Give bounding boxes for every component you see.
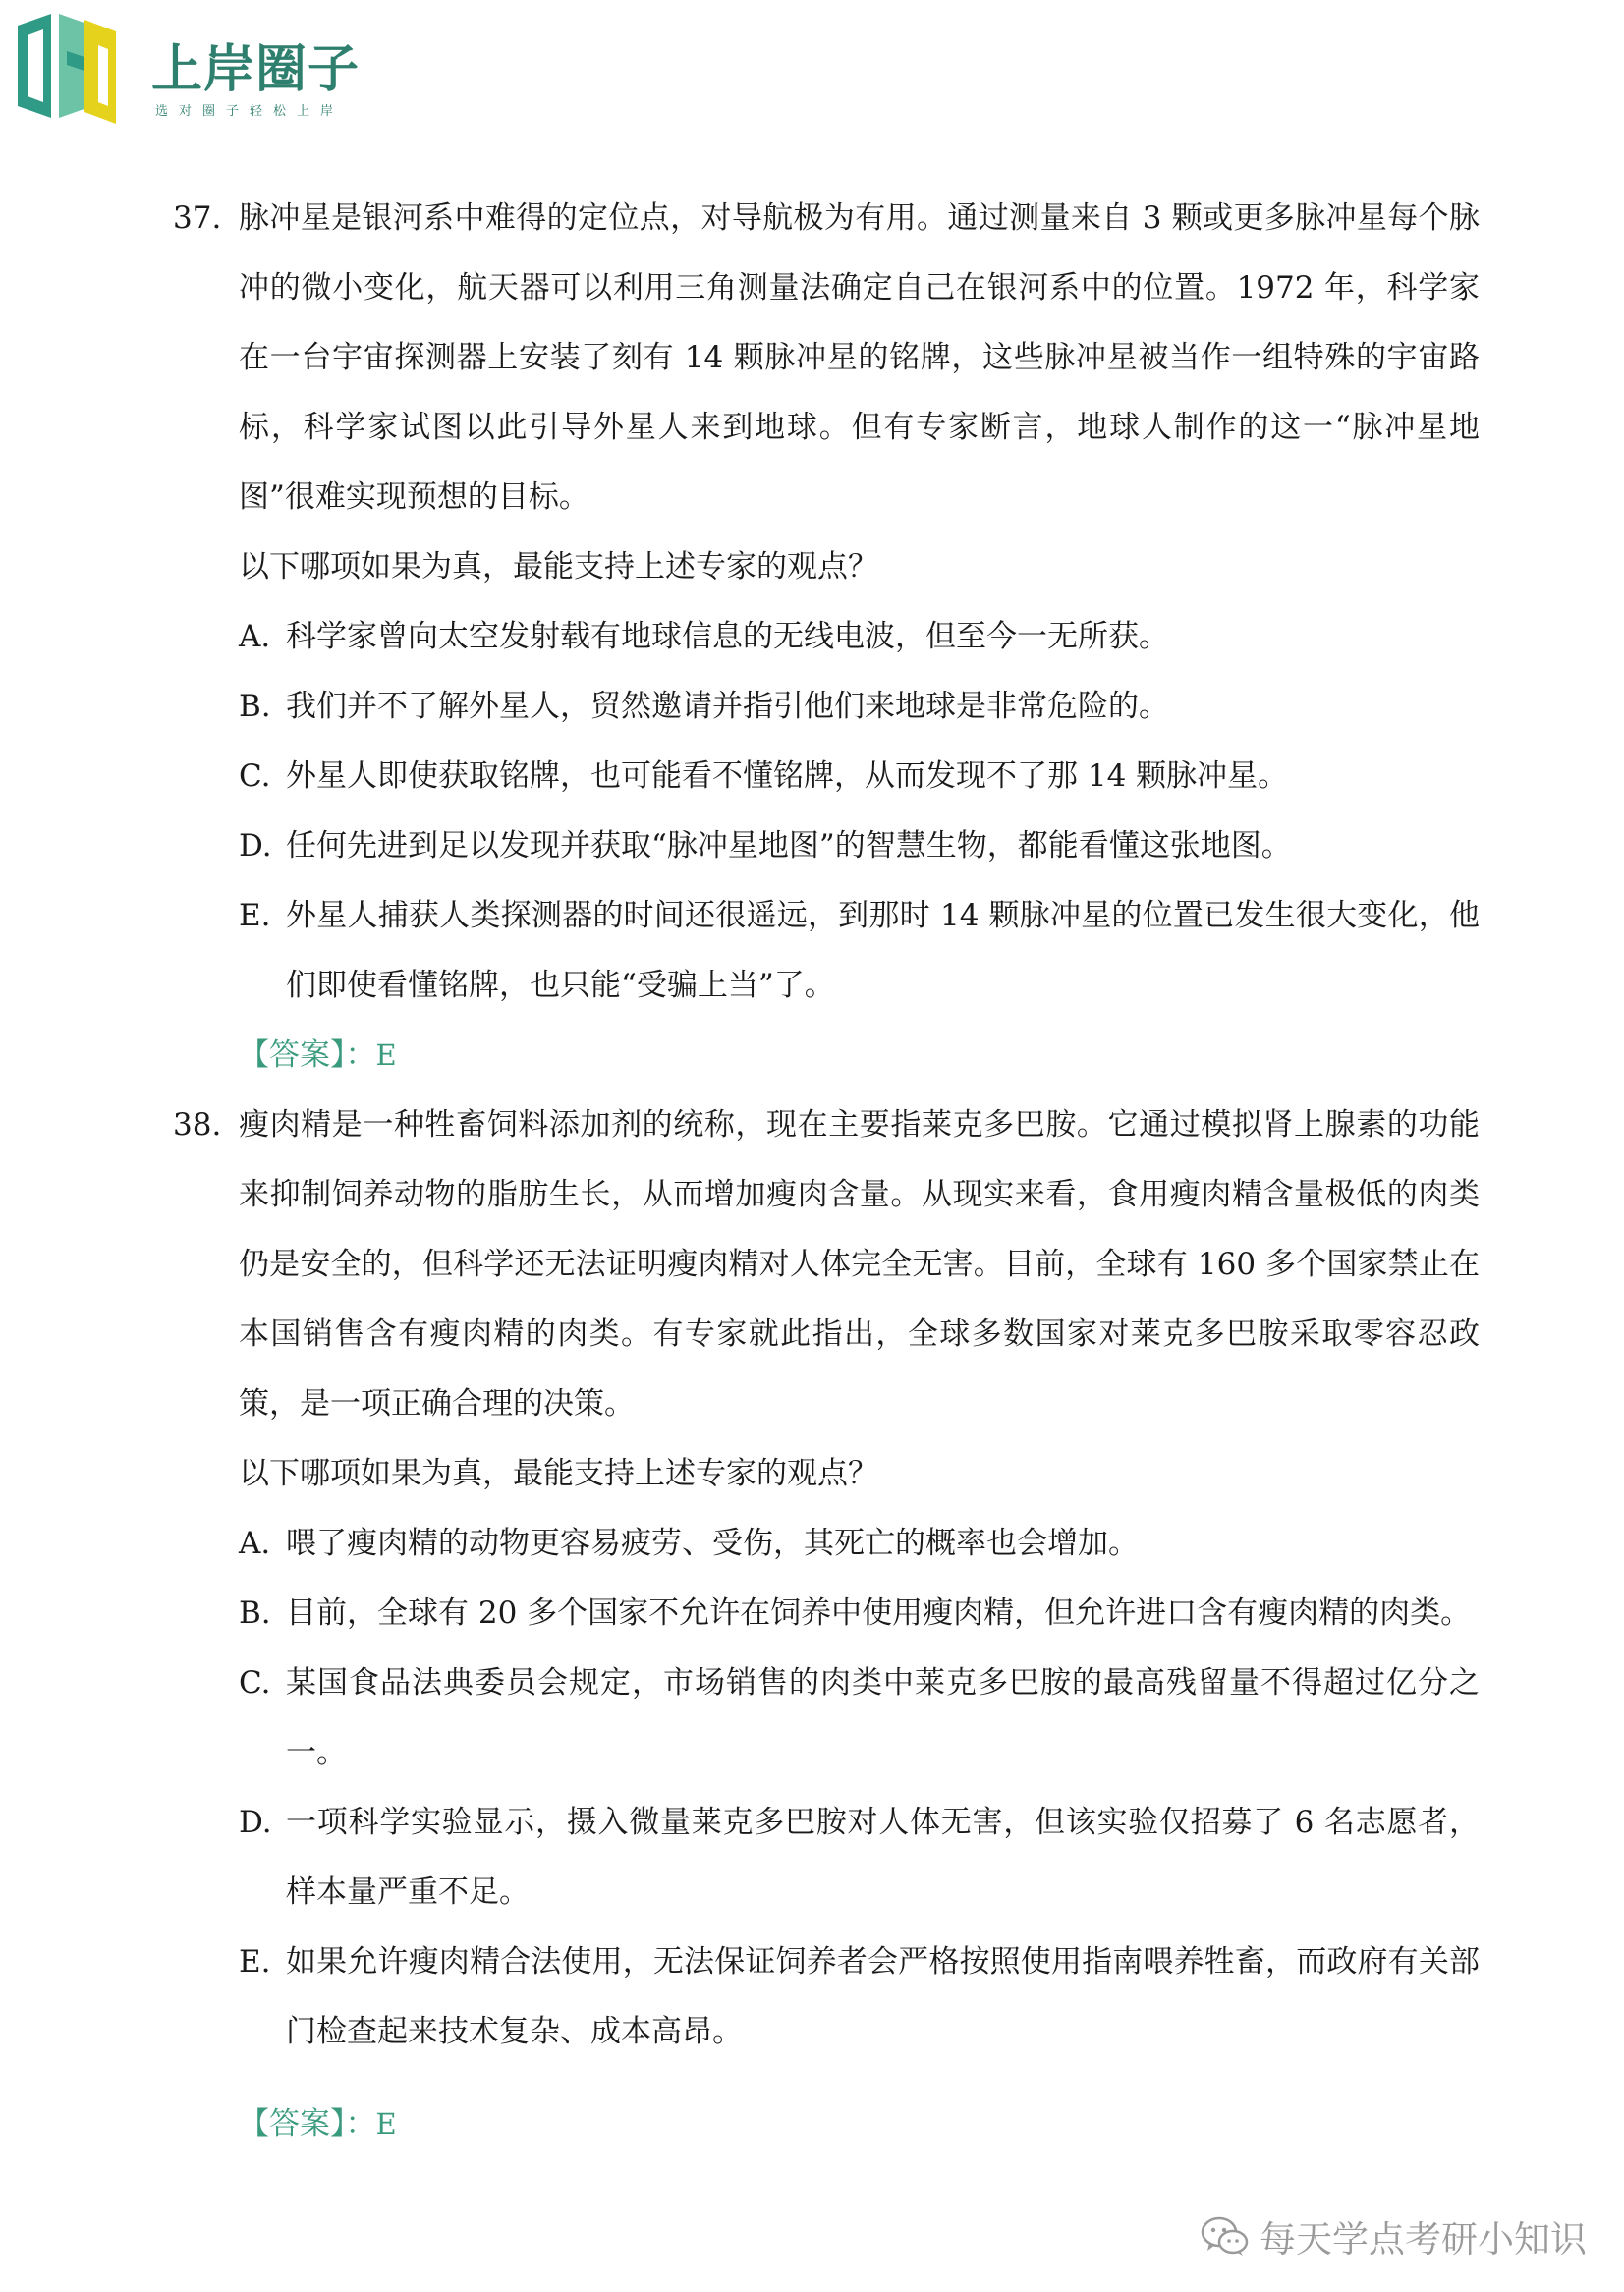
answer-label: 【答案】 <box>239 1037 346 1073</box>
option-e <box>239 881 1480 1021</box>
option-d <box>239 1788 1480 1928</box>
answer-line <box>239 2090 1480 2159</box>
option-text: 目前，全球有 20 多个国家不允许在饲养中使用瘦肉精，但允许进口含有瘦肉精的肉类。 <box>286 1595 1472 1631</box>
option-letter: A. <box>239 619 271 654</box>
logo-mark-icon <box>14 12 151 130</box>
option-b <box>239 672 1480 742</box>
logo-title: 上岸圈子 <box>151 40 361 99</box>
option-letter: E. <box>239 1944 271 1980</box>
option-letter: B. <box>239 689 271 724</box>
option-letter: B. <box>239 1595 271 1631</box>
wechat-watermark <box>1201 2209 1587 2263</box>
question-stem: 脉冲星是银河系中难得的定位点，对导航极为有用。通过测量来自 3 颗或更多脉冲星每个脉冲的微小变化，航天器可以利用三角测量法确定自己在银河系中的位置。1972 年，科学家在一台宇宙探测器上安装了刻有 14 颗脉冲星的铭牌，这些脉冲星被当作一组特殊的宇宙路标，科学家试图以此引导外星人来到地球。但有专家断言，地球人制作的这一“脉冲星地图”很难实现预想的目标。 <box>239 200 1480 515</box>
question-body <box>239 184 1480 1090</box>
answer-separator: ： <box>345 1037 376 1073</box>
option-c <box>239 742 1480 811</box>
answer-value: E <box>375 2107 397 2141</box>
option-text: 某国食品法典委员会规定，市场销售的肉类中莱克多巴胺的最高残留量不得超过亿分之一。 <box>286 1665 1480 1770</box>
question-list <box>173 184 1480 2159</box>
option-letter: A. <box>239 1526 271 1561</box>
option-text: 任何先进到足以发现并获取“脉冲星地图”的智慧生物，都能看懂这张地图。 <box>286 828 1292 864</box>
option-letter: D. <box>239 1805 272 1840</box>
question-37 <box>173 184 1480 1090</box>
question-38 <box>173 1090 1480 2159</box>
question-stem: 瘦肉精是一种牲畜饲料添加剂的统称，现在主要指莱克多巴胺。它通过模拟肾上腺素的功能来抑制饲养动物的脂肪生长，从而增加瘦肉含量。从现实来看，食用瘦肉精含量极低的肉类仍是安全的，但科学还无法证明瘦肉精对人体完全无害。目前，全球有 160 多个国家禁止在本国销售含有瘦肉精的肉类。有专家就此指出，全球多数国家对莱克多巴胺采取零容忍政策，是一项正确合理的决策。 <box>239 1107 1480 1422</box>
option-text: 一项科学实验显示，摄入微量莱克多巴胺对人体无害，但该实验仅招募了 6 名志愿者，样本量严重不足。 <box>286 1805 1480 1910</box>
option-letter: C. <box>239 758 271 794</box>
answer-label: 【答案】 <box>239 2106 346 2142</box>
option-b <box>239 1579 1480 1649</box>
option-d <box>239 811 1480 881</box>
answer-value: E <box>375 1038 397 1072</box>
option-letter: D. <box>239 828 272 864</box>
question-number: 37. <box>173 200 222 236</box>
option-text: 喂了瘦肉精的动物更容易疲劳、受伤，其死亡的概率也会增加。 <box>286 1526 1139 1561</box>
option-text: 如果允许瘦肉精合法使用，无法保证饲养者会严格按照使用指南喂养牲畜，而政府有关部门检查起来技术复杂、成本高昂。 <box>286 1944 1480 2049</box>
question-body <box>239 1090 1480 2159</box>
answer-line <box>239 1021 1480 1090</box>
option-c <box>239 1649 1480 1788</box>
question-prompt: 以下哪项如果为真，最能支持上述专家的观点？ <box>239 549 878 585</box>
watermark-text: 每天学点考研小知识 <box>1260 2218 1587 2261</box>
brand-logo <box>14 12 407 130</box>
option-letter: E. <box>239 898 271 933</box>
option-letter: C. <box>239 1665 271 1701</box>
question-number: 38. <box>173 1107 222 1143</box>
option-text: 外星人捕获人类探测器的时间还很遥远，到那时 14 颗脉冲星的位置已发生很大变化，他们即使看懂铭牌，也只能“受骗上当”了。 <box>286 898 1480 1003</box>
option-a <box>239 1509 1480 1579</box>
option-a <box>239 602 1480 672</box>
question-prompt: 以下哪项如果为真，最能支持上述专家的观点？ <box>239 1456 878 1491</box>
logo-slogan: 选对圈子轻松上岸 <box>155 104 345 119</box>
answer-separator: ： <box>345 2106 376 2142</box>
option-text: 外星人即使获取铭牌，也可能看不懂铭牌，从而发现不了那 14 颗脉冲星。 <box>286 758 1289 794</box>
option-text: 我们并不了解外星人，贸然邀请并指引他们来地球是非常危险的。 <box>286 689 1169 724</box>
option-e <box>239 1928 1480 2067</box>
wechat-icon <box>1201 2215 1250 2257</box>
option-text: 科学家曾向太空发射载有地球信息的无线电波，但至今一无所获。 <box>286 619 1169 654</box>
